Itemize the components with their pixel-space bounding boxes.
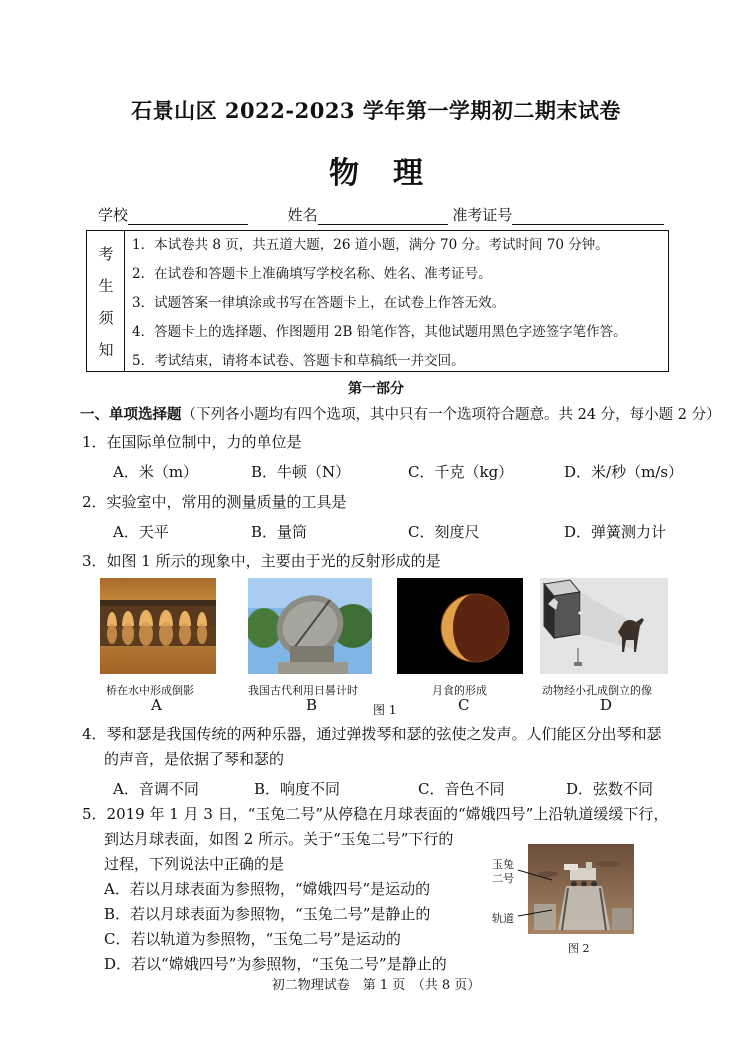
question-4-stem-line2: 的声音，是依据了琴和瑟的 <box>104 750 285 768</box>
school-label: 学校 <box>98 206 129 224</box>
question-4-stem-line1: 4．琴和瑟是我国传统的两种乐器，通过弹拨琴和瑟的弦使之发声。人们能区分出琴和瑟 <box>82 725 662 743</box>
exam-title: 石景山区 2022-2023 学年第一学期初二期末试卷 <box>131 98 621 123</box>
sundial-image <box>248 578 372 674</box>
q5-option-d[interactable]: D．若以“嫦娥四号”为参照物，“玉兔二号”是静止的 <box>104 955 447 973</box>
label-rover-line2: 二号 <box>492 872 514 885</box>
figure-2-pointer-lines <box>514 860 554 930</box>
notice-rule: 5．考试结束，请将本试卷、答题卡和草稿纸一并交回。 <box>132 353 465 369</box>
section-heading <box>80 403 721 424</box>
exam-notice-box <box>86 230 669 372</box>
q5-option-a[interactable]: A．若以月球表面为参照物，“嫦娥四号”是运动的 <box>104 880 431 898</box>
q4-option-b[interactable]: B．响度不同 <box>254 780 341 798</box>
caption-c: 月食的形成 <box>432 684 487 697</box>
label-track: 轨道 <box>492 912 514 925</box>
notice-rule: 4．答题卡上的选择题、作图题用 2B 铅笔作答，其他试题用黑色字迹签字笔作答。 <box>132 324 627 340</box>
q1-option-c[interactable]: C．千克（kg） <box>408 463 514 481</box>
name-blank[interactable] <box>318 208 448 225</box>
section-desc: （下列各小题均有四个选项，其中只有一个选项符合题意。共 24 分，每小题 2 分） <box>181 407 721 423</box>
q1-option-a[interactable]: A．米（m） <box>113 463 199 481</box>
name-label: 姓名 <box>287 206 318 224</box>
q5-option-b[interactable]: B．若以月球表面为参照物，“玉兔二号”是静止的 <box>104 905 431 923</box>
q2-option-a[interactable]: A．天平 <box>113 523 169 541</box>
pinhole-camera-image <box>540 578 668 674</box>
q2-option-b[interactable]: B．量筒 <box>251 523 308 541</box>
picture-letter-a[interactable]: A <box>151 696 162 714</box>
page-footer: 初二物理试卷 第 1 页 （共 8 页） <box>271 978 481 993</box>
notice-side-char: 须 <box>98 309 114 327</box>
figure-1-label: 图 1 <box>373 703 397 717</box>
question-2-stem: 2．实验室中，常用的测量质量的工具是 <box>82 493 347 511</box>
picture-letter-d[interactable]: D <box>600 696 613 714</box>
notice-side-label <box>87 231 125 371</box>
picture-letter-b[interactable]: B <box>306 696 318 714</box>
question-3-stem: 3．如图 1 所示的现象中，主要由于光的反射形成的是 <box>82 552 441 570</box>
q2-option-c[interactable]: C．刻度尺 <box>408 523 480 541</box>
notice-rule: 2．在试卷和答题卡上准确填写学校名称、姓名、准考证号。 <box>132 266 492 282</box>
notice-side-char: 生 <box>98 277 114 295</box>
q4-option-d[interactable]: D．弦数不同 <box>566 780 654 798</box>
exam-no-blank[interactable] <box>512 208 664 225</box>
student-info-line <box>98 204 664 225</box>
q4-option-c[interactable]: C．音色不同 <box>418 780 505 798</box>
question-5-stem-line1: 5．2019 年 1 月 3 日，“玉兔二号”从停稳在月球表面的“嫦娥四号”上沿轨道缓缓下行， <box>82 805 669 823</box>
bridge-reflection-image <box>100 578 216 674</box>
notice-side-char: 考 <box>98 245 114 263</box>
notice-rule: 1．本试卷共 8 页，共五道大题，26 道小题，满分 70 分。考试时间 70 分钟。 <box>132 237 609 253</box>
notice-rule: 3．试题答案一律填涂或书写在答题卡上，在试卷上作答无效。 <box>132 295 506 311</box>
question-5-stem-line3: 过程，下列说法中正确的是 <box>104 855 285 873</box>
q4-option-a[interactable]: A．音调不同 <box>113 780 199 798</box>
label-rover-line1: 玉兔 <box>492 858 514 871</box>
picture-letter-c[interactable]: C <box>458 696 470 714</box>
subject-title: 物理 <box>329 156 457 191</box>
section-title: 一、单项选择题 <box>80 406 182 423</box>
figure-2-label: 图 2 <box>568 942 590 955</box>
caption-a: 桥在水中形成倒影 <box>106 684 194 697</box>
q1-option-b[interactable]: B．牛顿（N） <box>251 463 351 481</box>
part-heading: 第一部分 <box>348 381 404 397</box>
q5-option-c[interactable]: C．若以轨道为参照物，“玉兔二号”是运动的 <box>104 930 401 948</box>
notice-side-char: 知 <box>98 341 114 359</box>
q2-option-d[interactable]: D．弹簧测力计 <box>564 523 667 541</box>
caption-d: 动物经小孔成倒立的像 <box>542 684 652 697</box>
exam-no-label: 准考证号 <box>452 206 513 224</box>
question-1-stem: 1．在国际单位制中，力的单位是 <box>82 433 302 451</box>
question-5-stem-line2: 到达月球表面，如图 2 所示。关于“玉兔二号”下行的 <box>104 830 454 848</box>
caption-b: 我国古代利用日晷计时 <box>248 684 358 697</box>
q1-option-d[interactable]: D．米/秒（m/s） <box>564 463 684 481</box>
lunar-eclipse-image <box>397 578 523 674</box>
school-blank[interactable] <box>128 208 248 225</box>
